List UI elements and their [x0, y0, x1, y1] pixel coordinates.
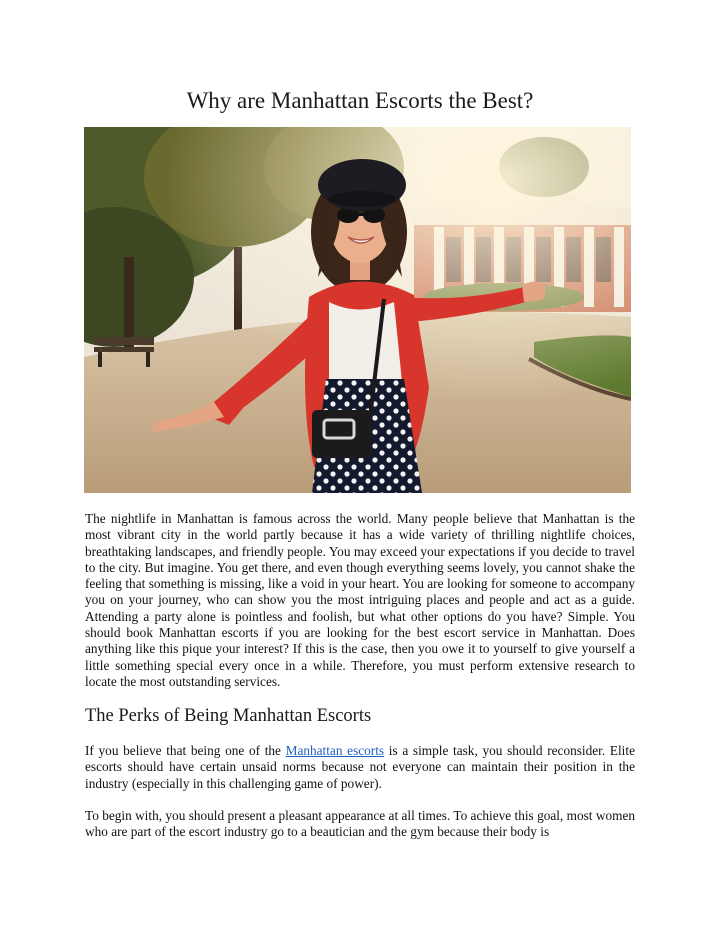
section-heading-perks: The Perks of Being Manhattan Escorts	[85, 706, 372, 726]
manhattan-escorts-link[interactable]: Manhattan escorts	[285, 743, 385, 758]
document-title: Why are Manhattan Escorts the Best?	[186, 88, 534, 113]
intro-paragraph: The nightlife in Manhattan is famous across the world. Many people believe that Manhattan is the most vibrant city in the world partly because it has a wide variety of thrilling nightlife choices, breathtaking landscapes, and friendly people. You may exceed your expectations if you decide to travel to the city. But imagine. You get there, and even though everything seems lovely, you cannot shake the feeling that something is missing, like a void in your heart. You are looking for someone to accompany you on your journey, who can show you the most intriguing places and people and act as a guide. Attending a party alone is pointless and foolish, but what other options do you have? Simple. You should book Manhattan escorts if you are looking for the best escort service in Manhattan. Does anything like this pique your interest? If this is the case, then you owe it to yourself to give yourself a little something special every once in a while. Therefore, you must perform extensive research to locate the most outstanding services.	[85, 511, 635, 689]
perks-text-before-link: If you believe that being one of the	[85, 743, 286, 758]
appearance-paragraph: To begin with, you should present a pleasant appearance at all times. To achieve this goal, most women who are part of the escort industry go to a beautician and the gym because their body is	[85, 808, 635, 840]
perks-text-after-link: is a simple task, you should reconsider. Elite escorts should have certain unsaid norms because not everyone can maintain their position in the industry (especially in this challenging game of power).	[85, 743, 635, 791]
hero-photo	[84, 127, 631, 493]
perks-paragraph	[85, 743, 635, 792]
